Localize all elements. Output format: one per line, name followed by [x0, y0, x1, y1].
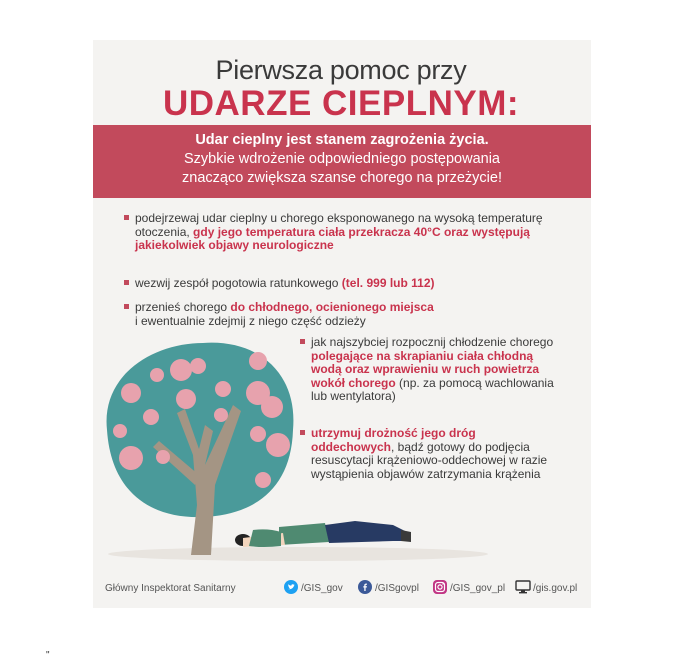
step-1-highlight: gdy jego temperatura ciała przekracza 40°C oraz występują jakiekolwiek objawy neurologiczne: [135, 224, 530, 252]
step-2-highlight: (tel. 999 lub 112): [341, 276, 435, 290]
banner-line-2: Szybkie wdrożenie odpowiedniego postępowania: [184, 151, 500, 167]
ground-shadow-icon: [108, 547, 488, 561]
facebook-icon: [358, 580, 372, 594]
step-2-text: wezwij zespół pogotowia ratunkowego: [135, 276, 342, 290]
step-4-highlight: polegające na skrapianiu ciała chłodną wodą oraz wprawieniu w ruch powietrza wokół chorego: [311, 348, 540, 390]
bullet-icon: [124, 280, 129, 285]
step-3-text: przenieś chorego: [135, 300, 231, 314]
step-2: [135, 277, 555, 291]
banner-line-1: Udar cieplny jest stanem zagrożenia życia.: [195, 132, 489, 148]
stray-quote-mark: ": [46, 650, 50, 661]
twitter-icon: [284, 580, 298, 594]
footer-org: Główny Inspektorat Sanitarny: [105, 583, 236, 594]
banner-line-3: znacząco zwiększa szanse chorego na przeżycie!: [182, 170, 502, 186]
tree-and-patient-illustration: [93, 335, 591, 565]
tree-icon: [107, 343, 294, 555]
warning-banner: [93, 125, 591, 198]
step-5-text-b: , bądź gotowy do podjęcia resuscytacji krążeniowo-oddechowej w razie wystąpienia objawów zatrzymania krążenia: [311, 439, 548, 481]
instagram-icon: [433, 580, 447, 594]
step-1-text: podejrzewaj udar cieplny u chorego eksponowanego na wysoką temperaturę otoczenia,: [135, 211, 543, 239]
title-line-2: UDARZE CIEPLNYM:: [162, 84, 520, 123]
bullet-icon: [124, 215, 129, 220]
lying-person-icon: [235, 521, 411, 547]
step-4-text-b: (np. za pomocą wachlowania lub wentylatora): [311, 375, 554, 403]
website-link[interactable]: /gis.gov.pl: [533, 583, 578, 594]
twitter-handle[interactable]: /GIS_gov: [301, 583, 343, 594]
facebook-handle[interactable]: /GISgovpl: [375, 583, 419, 594]
step-3-highlight: do chłodnego, ocienionego miejsca: [230, 300, 434, 314]
step-3-text-b: i ewentualnie zdejmij z niego część odzieży: [135, 313, 366, 328]
bullet-icon: [124, 304, 129, 309]
instagram-handle[interactable]: /GIS_gov_pl: [450, 583, 506, 594]
computer-monitor-icon: [515, 580, 531, 594]
step-4-text: jak najszybciej rozpocznij chłodzenie chorego: [311, 335, 554, 349]
step-5-highlight: utrzymuj drożność jego dróg oddechowych: [311, 426, 476, 454]
title-line-1: Pierwsza pomoc przy: [215, 55, 467, 85]
step-3: [135, 301, 555, 328]
step-1: [135, 212, 555, 253]
footer: [93, 570, 591, 606]
